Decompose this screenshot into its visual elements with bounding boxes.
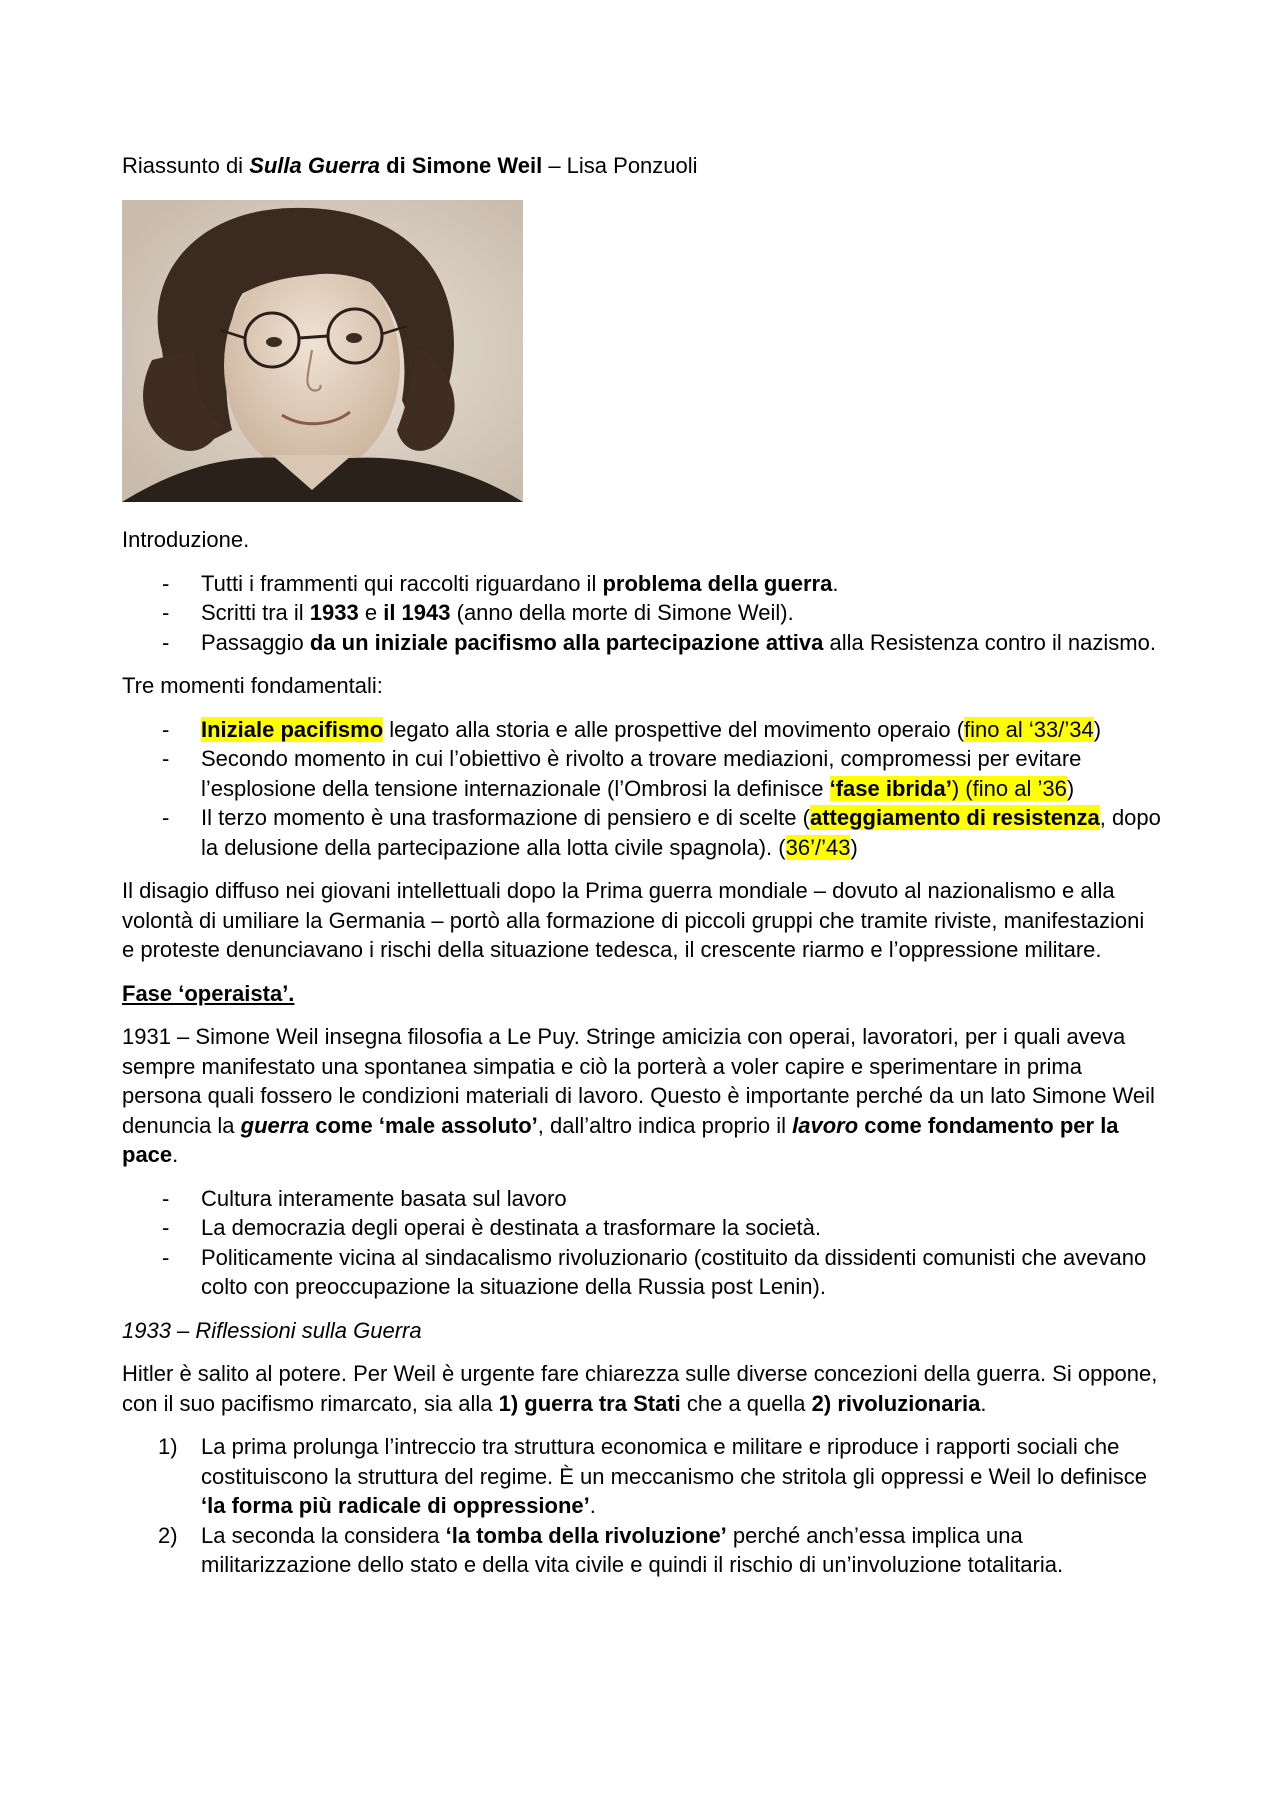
title-author: di Simone Weil [380, 153, 543, 178]
list-item: - Tutti i frammenti qui raccolti riguardano il problema della guerra. [162, 570, 839, 596]
list-item: - Il terzo momento è una trasformazione di pensiero e di scelte (atteggiamento di resistenza, dopo la delusione della partecipazione alla lotta civile spagnola). (36’/’43) [162, 805, 1161, 860]
moments-list [122, 715, 1162, 863]
list-item: - La democrazia degli operai è destinata a trasformare la società. [162, 1215, 822, 1240]
disagio-paragraph: Il disagio diffuso nei giovani intellettuali dopo la Prima guerra mondiale – dovuto al nazionalismo e alla volontà di umiliare la Germania – portò alla formazione di piccoli gruppi che tramite riviste, manifestazioni e proteste denunciavano i rischi della situazione tedesca, il crescente riarmo e l’oppressione militare. [122, 878, 1145, 962]
intro-list [122, 569, 1162, 658]
list-item: - Iniziale pacifismo legato alla storia e alle prospettive del movimento operaio (fino al ‘33/’34) [162, 716, 1102, 742]
list-item: 2) La seconda la considera ‘la tomba della rivoluzione’ perché anch’essa implica una militarizzazione dello stato e della vita civile e quindi il rischio di un’involuzione totalitaria. [158, 1522, 1064, 1577]
list-item: - Politicamente vicina al sindacalismo rivoluzionario (costituito da dissidenti comunisti che avevano colto con preoccupazione la situazione della Russia post Lenin). [162, 1244, 1147, 1299]
document-body [122, 525, 1162, 1580]
hitler-paragraph: Hitler è salito al potere. Per Weil è urgente fare chiarezza sulle diverse concezioni della guerra. Si oppone, con il suo pacifismo rimarcato, sia alla 1) guerra tra Stati che a quella 2) rivoluzionaria. [122, 1361, 1158, 1416]
title-work: Sulla Guerra [249, 153, 381, 178]
title-suffix: – Lisa Ponzuoli [542, 153, 698, 178]
portrait-photo [122, 200, 523, 502]
list-item: - Cultura interamente basata sul lavoro [162, 1185, 567, 1211]
list-item: 1) La prima prolunga l’intreccio tra struttura economica e militare e riproduce i rapporti sociali che costituiscono la struttura del regime. È un meccanismo che stritola gli oppressi e Weil lo definisce ‘la forma più radicale di oppressione’. [158, 1434, 1148, 1518]
list-item: - Secondo momento in cui l’obiettivo è rivolto a trovare mediazioni, compromessi per evitare l’esplosione della tensione internazionale (l’Ombrosi la definisce ‘fase ibrida’) (fino al ’36) [162, 746, 1082, 801]
operai-list [122, 1184, 1162, 1302]
moments-heading: Tre momenti fondamentali: [122, 673, 383, 698]
fase-operaista-heading: Fase ‘operaista’. [122, 980, 295, 1006]
title-prefix: Riassunto di [122, 153, 250, 178]
list-item: - Passaggio da un iniziale pacifismo alla partecipazione attiva alla Resistenza contro il nazismo. [162, 629, 1156, 655]
numbered-list [122, 1432, 1162, 1580]
document-title [122, 152, 698, 180]
intro-heading: Introduzione. [122, 527, 250, 552]
fase-operaista-paragraph: 1931 – Simone Weil insegna filosofia a Le Puy. Stringe amicizia con operai, lavoratori, per i quali aveva sempre manifestato una spontanea simpatia e ciò la porterà a voler capire e sperimentare in prima persona quali fossero le condizioni materiali di lavoro. Questo è importante perché da un lato Simone Weil denuncia la guerra come ‘male assoluto’, dall’altro indica proprio il lavoro come fondamento per la pace. [122, 1024, 1155, 1167]
riflessioni-heading: 1933 – Riflessioni sulla Guerra [122, 1317, 422, 1343]
list-item: - Scritti tra il 1933 e il 1943 (anno della morte di Simone Weil). [162, 600, 794, 625]
